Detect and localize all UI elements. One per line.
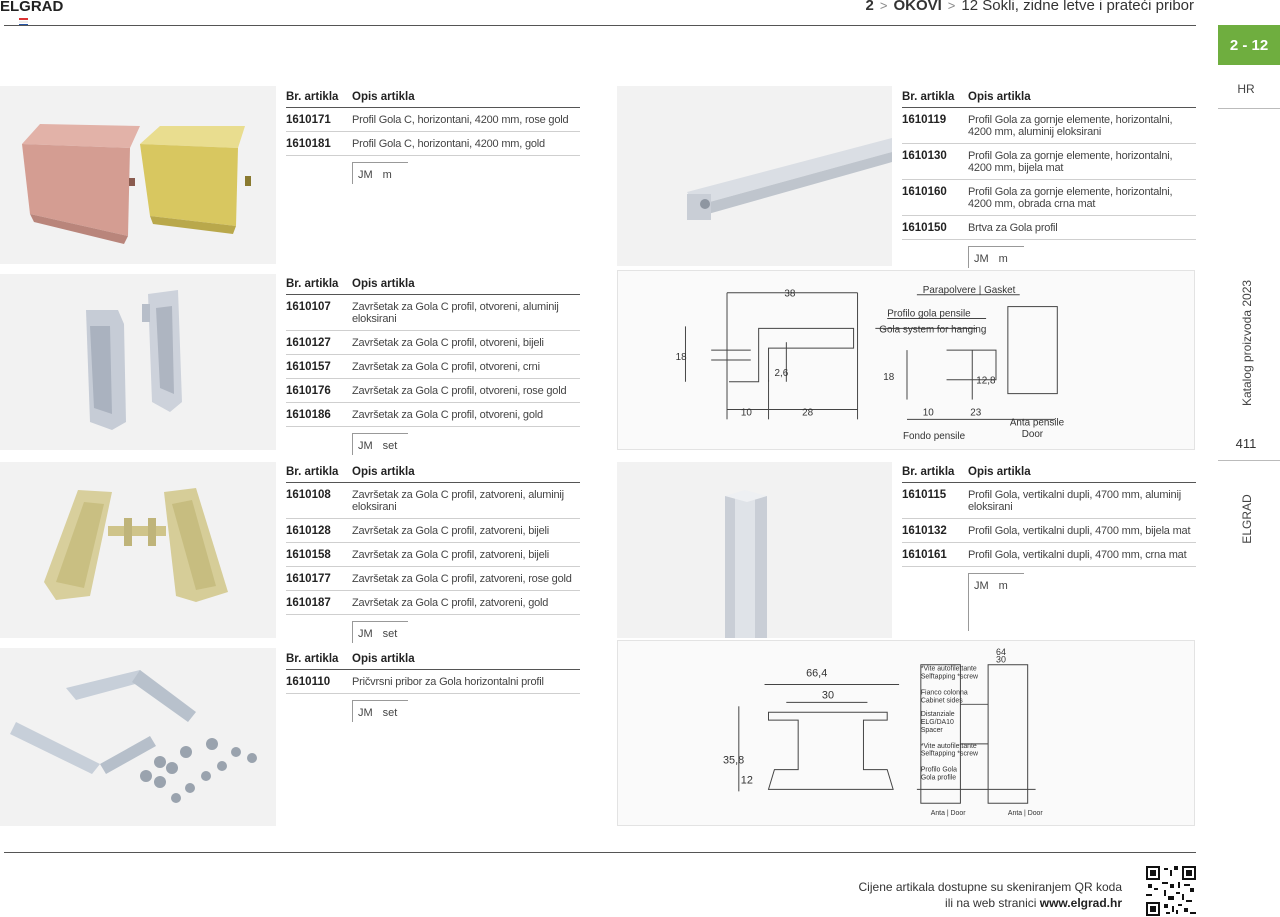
article-code: 1610157	[286, 361, 331, 373]
label-screw-1: *Vite autofilettante	[920, 665, 977, 673]
article-code: 1610130	[902, 150, 947, 162]
page-number: 411	[1235, 436, 1257, 451]
sidebar-brand: ELGRAD	[1240, 494, 1254, 544]
article-code: 1610171	[286, 114, 331, 126]
label-gasket: Parapolvere | Gasket	[922, 284, 1016, 296]
article-code: 1610181	[286, 138, 331, 150]
article-code: 1610128	[286, 525, 331, 537]
dim-10: 10	[740, 407, 752, 419]
article-description: Završetak za Gola C profil, zatvoreni, gold	[352, 597, 549, 609]
footer-line-2: ili na web stranici	[945, 896, 1037, 910]
technical-drawing-vertical-profile	[617, 640, 1195, 826]
dim-30: 30	[821, 689, 835, 702]
dim-12-8: 12,8	[976, 375, 996, 387]
table-row[interactable]	[286, 591, 580, 615]
article-code: 1610110	[286, 676, 331, 688]
unit-of-measure	[352, 162, 408, 184]
product-table-4	[286, 653, 580, 722]
table-row[interactable]	[286, 379, 580, 403]
table-row[interactable]	[286, 331, 580, 355]
table-row[interactable]	[902, 144, 1196, 180]
website-link[interactable]: www.elgrad.hr	[1039, 896, 1122, 910]
chevron-right-icon: >	[879, 0, 888, 13]
table-row[interactable]	[286, 295, 580, 331]
breadcrumb-sub-number: 12	[961, 0, 979, 14]
dim-30b: 30	[996, 654, 1006, 665]
table-row[interactable]	[286, 543, 580, 567]
table-header	[286, 653, 580, 670]
table-row[interactable]	[902, 180, 1196, 216]
table-row[interactable]	[902, 519, 1196, 543]
label-spacer-3: Spacer	[920, 727, 943, 735]
unit-of-measure	[352, 433, 408, 455]
breadcrumb-subcategory[interactable]: Sokli, zidne letve i prateći pribor	[982, 0, 1194, 14]
sidebar-divider	[1218, 108, 1280, 109]
table-row[interactable]	[902, 483, 1196, 519]
article-description: Završetak za Gola C profil, otvoreni, bijeli	[352, 337, 544, 349]
label-hanging-1: Profilo gola pensile	[887, 308, 971, 320]
article-description: Profil Gola, vertikalni dupli, 4700 mm, bijela mat	[968, 525, 1191, 537]
product-table-1	[286, 91, 580, 184]
article-code: 1610150	[902, 222, 947, 234]
breadcrumb-section-number: 2	[865, 0, 874, 14]
article-code: 1610187	[286, 597, 331, 609]
col-desc-header: Opis artikla	[352, 278, 415, 290]
unit-label: JM	[974, 253, 989, 265]
label-screw-b2: Selftapping *screw	[920, 750, 979, 758]
col-desc-header: Opis artikla	[968, 466, 1031, 478]
article-description: Završetak za Gola C profil, otvoreni, gold	[352, 409, 543, 421]
table-header	[286, 278, 580, 295]
unit-value: m	[998, 580, 1008, 592]
label-profile-2: Gola profile	[920, 774, 957, 782]
article-code: 1610158	[286, 549, 331, 561]
article-description: Završetak za Gola C profil, otvoreni, aluminij eloksirani	[352, 301, 559, 325]
article-description: Profil Gola C, horizontani, 4200 mm, gold	[352, 138, 545, 150]
dim-64: 64	[996, 646, 1006, 657]
label-door-1: Anta pensile	[1009, 417, 1065, 429]
article-code: 1610119	[902, 114, 947, 126]
breadcrumb-category[interactable]: OKOVI	[893, 0, 942, 14]
dim-18b: 18	[883, 371, 895, 383]
table-header	[902, 466, 1196, 483]
product-table-6	[902, 466, 1196, 631]
table-row[interactable]	[286, 403, 580, 427]
unit-value: set	[382, 440, 398, 452]
col-code-header: Br. artikla	[902, 91, 955, 103]
language-label: HR	[1237, 82, 1255, 96]
label-screw-2: Selftapping *screw	[920, 673, 979, 681]
unit-value: set	[382, 707, 398, 719]
table-row[interactable]	[286, 519, 580, 543]
article-description: Završetak za Gola C profil, otvoreni, rose gold	[352, 385, 567, 397]
col-code-header: Br. artikla	[286, 653, 339, 665]
label-spacer-2: ELG/DA10	[920, 719, 954, 727]
article-description: Brtva za Gola profil	[968, 222, 1058, 234]
catalog-title: Katalog proizvoda 2023	[1240, 279, 1254, 407]
unit-label: JM	[974, 580, 989, 592]
qr-code-icon[interactable]	[1146, 866, 1196, 916]
table-header	[286, 466, 580, 483]
label-spacer-1: Distanziale	[920, 711, 955, 719]
label-door-b: Anta | Door	[1007, 810, 1043, 818]
technical-drawing-upper-profile	[617, 270, 1195, 450]
unit-label: JM	[358, 169, 373, 181]
article-code: 1610115	[902, 489, 947, 501]
article-description: Završetak za Gola C profil, zatvoreni, rose gold	[352, 573, 572, 585]
table-row[interactable]	[286, 355, 580, 379]
dim-38: 38	[784, 288, 796, 300]
article-code: 1610177	[286, 573, 331, 585]
article-description: Profil Gola za gornje elemente, horizontalni, 4200 mm, aluminij eloksirani	[968, 114, 1173, 138]
table-row[interactable]	[286, 483, 580, 519]
table-row[interactable]	[286, 567, 580, 591]
article-description: Završetak za Gola C profil, zatvoreni, aluminij eloksirani	[352, 489, 564, 513]
label-hanging-2: Gola system for hanging	[879, 324, 987, 336]
breadcrumb	[866, 0, 1195, 14]
footer-divider	[4, 852, 1196, 853]
product-image-open-end-caps	[0, 274, 276, 450]
article-code: 1610107	[286, 301, 331, 313]
article-description: Završetak za Gola C profil, zatvoreni, bijeli	[352, 549, 550, 561]
dim-28: 28	[802, 407, 814, 419]
unit-of-measure	[352, 700, 408, 722]
article-description: Završetak za Gola C profil, zatvoreni, bijeli	[352, 525, 550, 537]
article-code: 1610161	[902, 549, 947, 561]
col-desc-header: Opis artikla	[352, 653, 415, 665]
footer-line-1: Cijene artikala dostupne su skeniranjem QR koda	[858, 880, 1122, 894]
article-code: 1610108	[286, 489, 331, 501]
table-row[interactable]	[286, 670, 580, 694]
product-table-2	[286, 278, 580, 455]
section-page-tab: 2 - 12	[1218, 25, 1280, 65]
article-description: Završetak za Gola C profil, otvoreni, crni	[352, 361, 540, 373]
sidebar-divider	[1218, 460, 1280, 461]
product-image-fixing-brackets	[0, 648, 276, 826]
article-description: Profil Gola, vertikalni dupli, 4700 mm, aluminij eloksirani	[968, 489, 1181, 513]
table-row[interactable]	[902, 108, 1196, 144]
article-description: Profil Gola C, horizontani, 4200 mm, rose gold	[352, 114, 569, 126]
product-table-5	[902, 91, 1196, 268]
article-description: Profil Gola za gornje elemente, horizontalni, 4200 mm, bijela mat	[968, 150, 1173, 174]
article-description: Profil Gola, vertikalni dupli, 4700 mm, crna mat	[968, 549, 1187, 561]
unit-value: m	[998, 253, 1008, 265]
dim-18: 18	[675, 352, 687, 363]
table-row[interactable]	[286, 108, 580, 132]
product-image-upper-profile	[617, 86, 892, 266]
dim-35-8: 35,8	[722, 754, 745, 767]
product-image-vertical-profile	[617, 462, 892, 638]
table-row[interactable]	[902, 543, 1196, 567]
article-code: 1610132	[902, 525, 947, 537]
chevron-right-icon: >	[947, 0, 956, 13]
col-code-header: Br. artikla	[902, 466, 955, 478]
table-header	[902, 91, 1196, 108]
product-image-gola-c-profiles	[0, 86, 276, 264]
label-door-2: Door	[1021, 429, 1044, 441]
unit-of-measure	[968, 246, 1024, 268]
label-col-1: Fianco colonna	[920, 689, 968, 697]
col-code-header: Br. artikla	[286, 466, 339, 478]
unit-label: JM	[358, 628, 373, 640]
brand-logo: ELGRAD	[0, 0, 64, 15]
header-divider	[4, 25, 1196, 26]
table-row[interactable]	[902, 216, 1196, 240]
col-desc-header: Opis artikla	[352, 466, 415, 478]
dim-66-4: 66,4	[806, 667, 828, 680]
col-desc-header: Opis artikla	[352, 91, 415, 103]
product-table-3	[286, 466, 580, 643]
unit-of-measure	[352, 621, 408, 643]
footer-note	[859, 879, 1122, 911]
article-code: 1610186	[286, 409, 331, 421]
unit-label: JM	[358, 440, 373, 452]
dim-12: 12	[740, 774, 753, 787]
table-row[interactable]	[286, 132, 580, 156]
unit-of-measure	[968, 573, 1024, 631]
article-code: 1610160	[902, 186, 947, 198]
label-fondo: Fondo pensile	[903, 431, 966, 443]
unit-value: m	[382, 169, 392, 181]
label-col-2: Cabinet sides	[920, 697, 963, 705]
label-screw-b1: *Vite autofilettante	[920, 742, 977, 750]
dim-10b: 10	[922, 407, 934, 419]
article-code: 1610176	[286, 385, 331, 397]
unit-label: JM	[358, 707, 373, 719]
product-image-closed-end-caps	[0, 462, 276, 638]
unit-value: set	[382, 628, 398, 640]
col-code-header: Br. artikla	[286, 91, 339, 103]
table-header	[286, 91, 580, 108]
article-description: Pričvrsni pribor za Gola horizontalni profil	[352, 676, 544, 688]
dim-2-6: 2,6	[774, 367, 789, 379]
article-description: Profil Gola za gornje elemente, horizontalni, 4200 mm, obrada crna mat	[968, 186, 1173, 210]
col-code-header: Br. artikla	[286, 278, 339, 290]
col-desc-header: Opis artikla	[968, 91, 1031, 103]
label-profile-1: Profilo Gola	[920, 766, 957, 774]
article-code: 1610127	[286, 337, 331, 349]
label-door-a: Anta | Door	[930, 810, 966, 818]
dim-23: 23	[970, 407, 982, 419]
